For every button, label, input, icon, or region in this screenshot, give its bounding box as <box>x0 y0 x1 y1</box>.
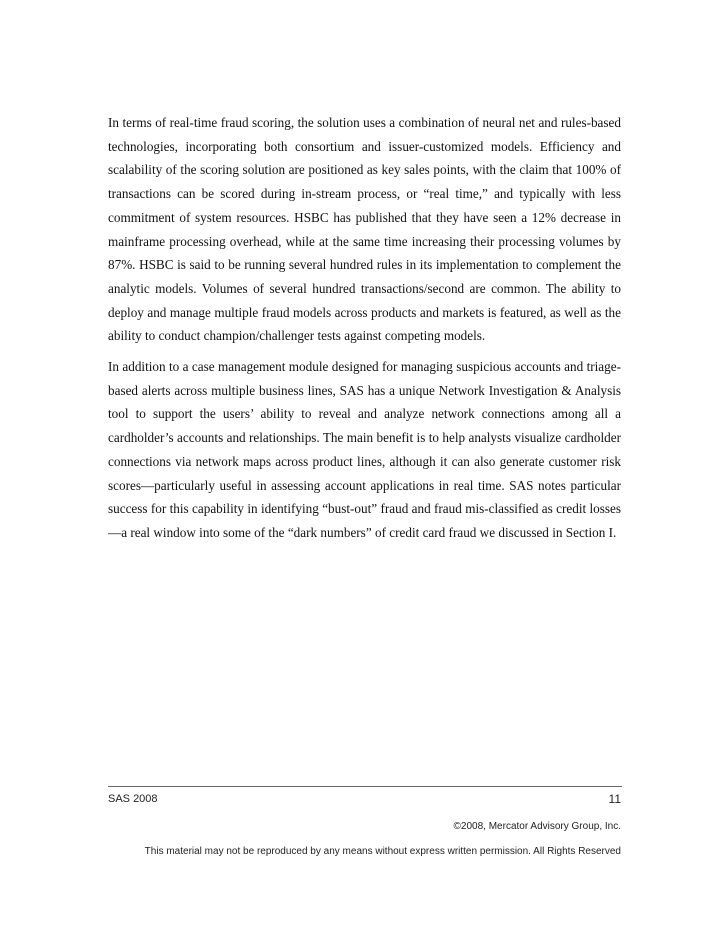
body-text <box>108 111 621 552</box>
footer-document-label: SAS 2008 <box>108 793 158 805</box>
copyright-notice: ©2008, Mercator Advisory Group, Inc. <box>453 821 621 832</box>
paragraph-case-management: In addition to a case management module designed for managing suspicious accounts and triage-based alerts across multiple business lines, SAS has a unique Network Investigation & Analysis tool to support the users’ ability to reveal and analyze network connections among all a cardholder’s accounts and relationships. The main benefit is to help analysts visualize cardholder connections via network maps across product lines, although it can also generate customer risk scores—particularly useful in assessing account applications in real time. SAS notes particular success for this capability in identifying “bust-out” fraud and fraud mis-classified as credit losses—a real window into some of the “dark numbers” of credit card fraud we discussed in Section I. <box>108 359 621 540</box>
footer-divider <box>108 786 622 787</box>
reproduction-notice: This material may not be reproduced by any means without express written permission. All Rights Reserved <box>144 846 621 857</box>
page-number: 11 <box>608 792 621 806</box>
paragraph-fraud-scoring: In terms of real-time fraud scoring, the solution uses a combination of neural net and rules-based technologies, incorporating both consortium and issuer-customized models. Efficiency and scalability of the scoring solution are positioned as key sales points, with the claim that 100% of transactions can be scored during in-stream process, or “real time,” and typically with less commitment of system resources. HSBC has published that they have seen a 12% decrease in mainframe processing overhead, while at the same time increasing their processing volumes by 87%. HSBC is said to be running several hundred rules in its implementation to complement the analytic models. Volumes of several hundred transactions/second are common. The ability to deploy and manage multiple fraud models across products and markets is featured, as well as the ability to conduct champion/challenger tests against competing models. <box>108 115 621 344</box>
